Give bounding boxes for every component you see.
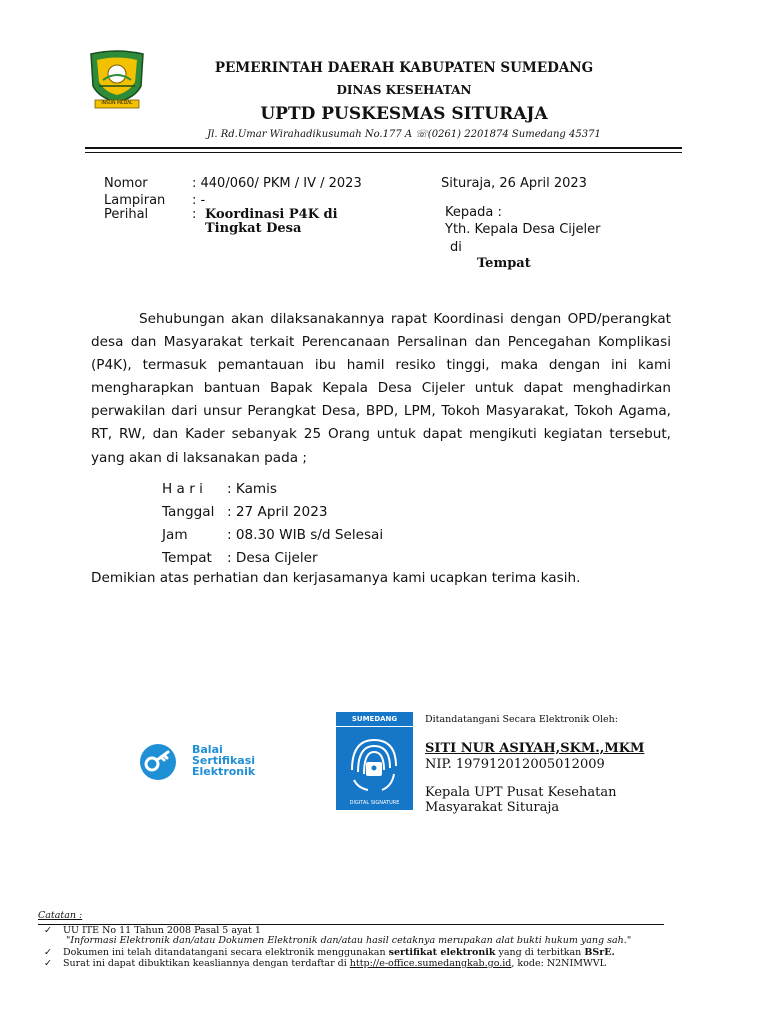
stamp-divider [336,726,413,727]
perihal-colon: : [192,207,197,222]
note-3-text-a: Surat ini dapat dibuktikan keasliannya dengan terdaftar di [63,958,350,969]
stamp-top-label: SUMEDANG [351,715,398,723]
signer-title-line2: Masyarakat Situraja [425,800,560,815]
perihal-line1: Koordinasi P4K di [205,207,338,222]
lampiran-label: Lampiran [104,193,166,208]
letterhead-line1: PEMERINTAH DAERAH KABUPATEN SUMEDANG [214,60,594,76]
signer-name: SITI NUR ASIYAH,SKM.,MKM [425,741,645,756]
schedule-time-value: : 08.30 WIB s/d Selesai [227,527,384,543]
schedule-day-value: : Kamis [227,481,278,497]
note-2-text-b: sertifikat elektronik [388,947,496,958]
notes-label: Catatan : [38,910,83,921]
note-1-quote: "Informasi Elektronik dan/atau Dokumen Elektronik dan/atau hasil cetaknya merupakan alat bukti hukum yang sah." [66,935,632,946]
body-paragraph: Sehubungan akan dilaksanakannya rapat Koordinasi dengan OPD/perangkat desa dan Masyarakat terkait Perencanaan Persalinan dan Pencegahan Komplikasi (P4K), termasuk pemantauan ibu hamil resiko tinggi, maka dengan ini kami mengharapkan bantuan Bapak Kepala Desa Cijeler untuk dapat menghadirkan perwakilan dari unsur Perangkat Desa, BPD, LPM, Tokoh Masyarakat, Tokoh Agama, RT, RW, dan Kader sebanyak 25 Orang untuk dapat mengikuti kegiatan tersebut, yang akan di laksanakan pada ; [91,311,671,466]
di-label: di [450,240,462,255]
recipient: Yth. Kepala Desa Cijeler [445,222,601,237]
check-icon: ✓ [44,947,52,958]
schedule-date-label: Tanggal [162,504,215,520]
signer-nip: NIP. 197912012005012009 [425,757,605,772]
note-2-text-d: BSrE. [584,947,615,958]
schedule-time-label: Jam [162,527,188,543]
place-date: Situraja, 26 April 2023 [441,176,587,191]
note-1: UU ITE No 11 Tahun 2008 Pasal 5 ayat 1 [63,925,261,936]
letterhead-address: Jl. Rd.Umar Wirahadikusumah No.177 A ☏(0261) 2201874 Sumedang 45371 [207,129,601,140]
bsre-key-icon [138,742,178,782]
fingerprint-lock-icon [344,730,405,800]
closing-sentence: Demikian atas perhatian dan kerjasamanya kami ucapkan terima kasih. [91,570,581,586]
bsre-line1: Balai [192,743,223,756]
header-rule-thick [85,147,682,149]
signer-title-line1: Kepala UPT Pusat Kesehatan [425,785,617,800]
schedule-place-label: Tempat [162,550,212,566]
schedule-day-label: H a r i [162,481,203,497]
stamp-bottom-label: DIGITAL SIGNATURE [349,800,400,806]
check-icon: ✓ [44,925,52,936]
eoffice-link[interactable]: http://e-office.sumedangkab.go.id [349,958,512,969]
schedule-date-value: : 27 April 2023 [227,504,328,520]
header-rule-thin [85,152,682,153]
note-2 [63,947,615,958]
bsre-line3: Elektronik [192,765,256,778]
bsre-wordmark [192,744,255,777]
logo-motto: INSUN MEDAL [101,101,133,106]
letterhead-line3: UPTD PUSKESMAS SITURAJA [260,104,548,124]
note-3-text-b: , kode: N2NIMWVL [511,958,606,969]
schedule-place-value: : Desa Cijeler [227,550,318,566]
perihal-line2: Tingkat Desa [205,221,302,236]
letterhead-line2: DINAS KESEHATAN [336,83,472,97]
digital-signature-stamp [336,712,413,810]
note-2-text-c: yang di terbitkan [495,947,585,958]
note-3 [63,958,606,969]
note-2-text-a: Dokumen ini telah ditandatangani secara elektronik menggunakan [63,947,389,958]
signed-by-label: Ditandatangani Secara Elektronik Oleh: [425,714,618,725]
nomor-label: Nomor [104,176,148,191]
check-icon: ✓ [44,958,52,969]
kepada-label: Kepada : [445,205,502,220]
perihal-label: Perihal [104,207,149,222]
nomor-value: : 440/060/ PKM / IV / 2023 [192,176,362,191]
lampiran-value: : - [192,193,206,208]
bsre-line2: Sertifikasi [192,754,256,767]
tempat-label: Tempat [477,256,531,271]
